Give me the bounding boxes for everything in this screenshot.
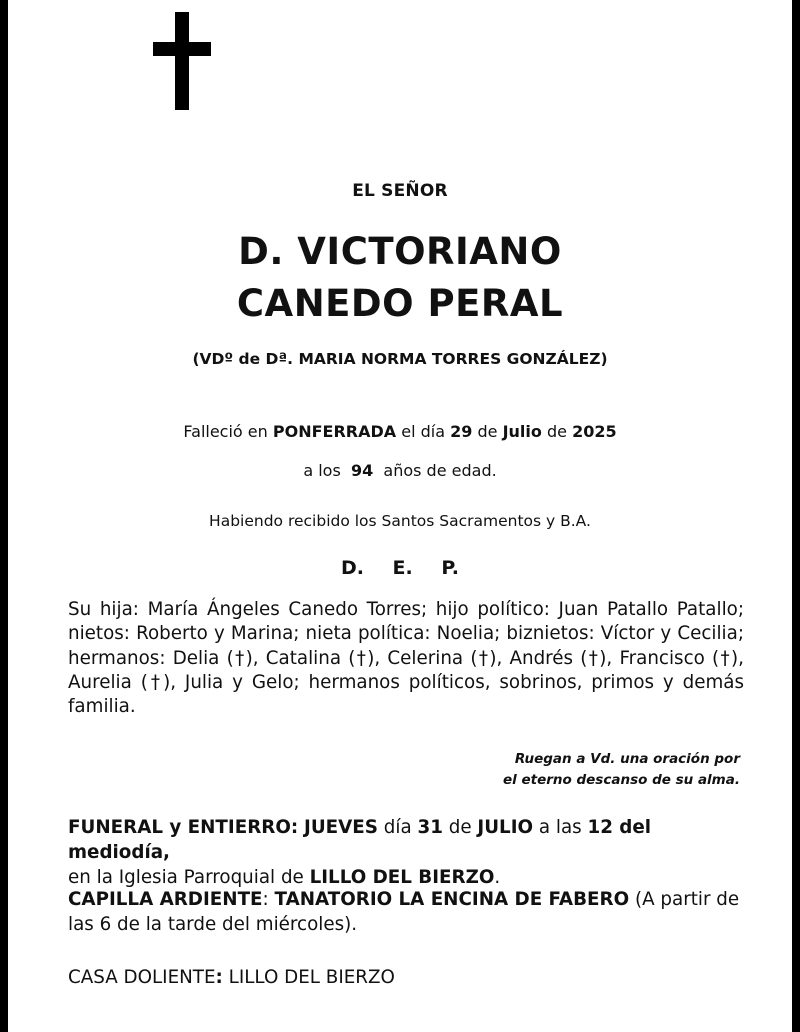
dep-text: D. E. P. (340, 557, 460, 579)
death-place: PONFERRADA (272, 422, 397, 441)
death-year: 2025 (572, 422, 617, 441)
header-title: EL SEÑOR (352, 181, 448, 201)
prayer-request: Ruegan a Vd. una oración por el eterno descanso de su alma. (503, 751, 740, 788)
death-day: 29 (450, 422, 473, 441)
family-paragraph: Su hija: María Ángeles Canedo Torres; hijo político: Juan Patallo Patallo; nietos: Roberto y Marina; nieta política: Noelia; biznietos: Víctor y Cecilia; hermanos: Delia (†), Catalina (†), Celerina (†), Andrés (†), Francisco (†), Aurelia (†), Julia y Gelo; hermanos políticos, sobrinos, primos y demás familia. (68, 599, 744, 718)
capilla-info: CAPILLA ARDIENTE: TANATORIO LA ENCINA DE FABERO (A partir de las 6 de la tarde del miércoles). (68, 889, 740, 935)
sacraments-line: Habiendo recibido los Santos Sacramentos y B.A. (209, 512, 591, 530)
death-line: Falleció en PONFERRADA el día 29 de Julio de 2025 (183, 422, 617, 441)
widow-of: (VDº de Dª. MARIA NORMA TORRES GONZÁLEZ) (192, 350, 608, 368)
funeral-info: FUNERAL y ENTIERRO: JUEVES día 31 de JULIO a las 12 del mediodía, en la Iglesia Parroquial de LILLO DEL BIERZO. (68, 817, 652, 888)
obituary-page (8, 0, 792, 1032)
age-value: 94 (350, 461, 374, 480)
age-line: a los 94 años de edad. (303, 461, 497, 480)
death-month: Julio (502, 422, 542, 441)
name-line-1: D. VICTORIANO (238, 230, 562, 273)
deceased-name (8, 226, 792, 330)
casa-doliente: CASA DOLIENTE: LILLO DEL BIERZO (68, 967, 395, 988)
name-line-2: CANEDO PERAL (236, 282, 564, 325)
cross-icon (153, 12, 211, 110)
